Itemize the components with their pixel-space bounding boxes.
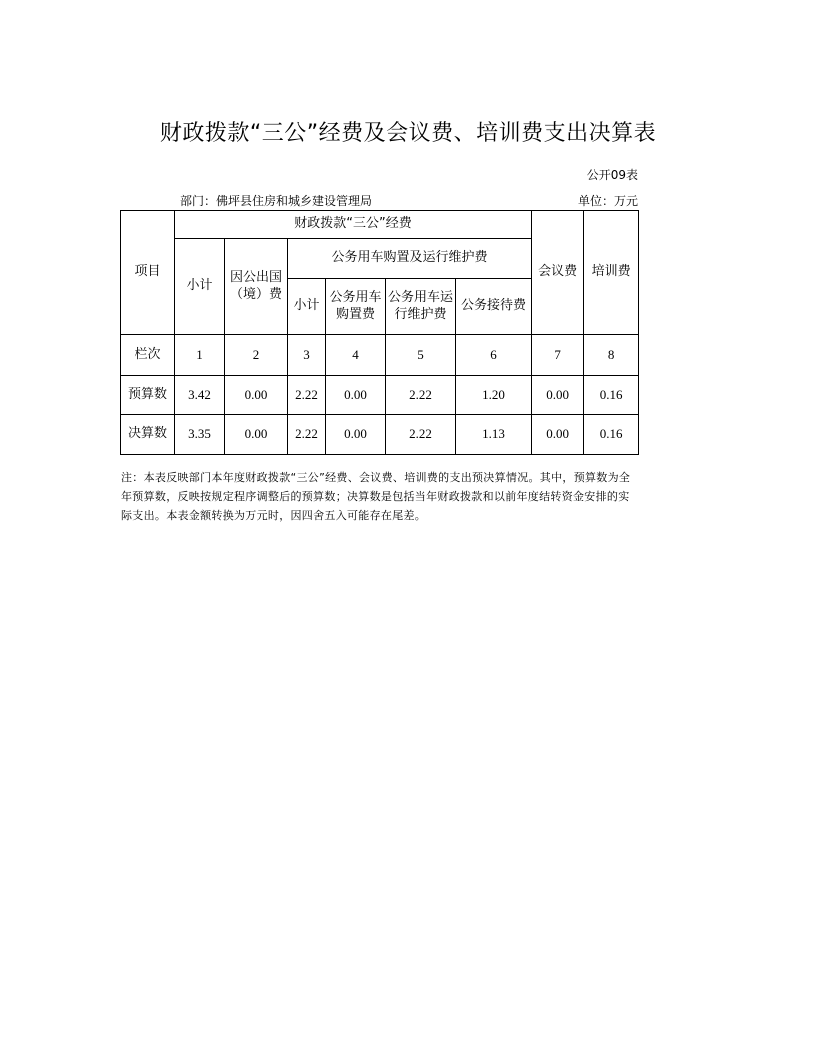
actual-cell: 2.22 bbox=[386, 415, 456, 455]
col-index-cell: 4 bbox=[326, 335, 386, 376]
header-item: 项目 bbox=[121, 211, 175, 335]
actual-cell: 0.00 bbox=[326, 415, 386, 455]
budget-cell: 0.00 bbox=[225, 376, 288, 415]
actual-cell: 0.00 bbox=[532, 415, 584, 455]
expenditure-table bbox=[120, 210, 639, 455]
col-index-cell: 7 bbox=[532, 335, 584, 376]
actual-cell: 0.16 bbox=[584, 415, 639, 455]
unit-label: 单位：万元 bbox=[577, 194, 638, 208]
footnote: 注：本表反映部门本年度财政拨款“三公”经费、会议费、培训费的支出预决算情况。其中，预算数为全年预算数，反映按规定程序调整后的预算数；决算数是包括当年财政拨款和以前年度结转资金安排的实际支出。本表金额转换为万元时，因四舍五入可能存在尾差。 bbox=[121, 471, 631, 522]
budget-cell: 3.42 bbox=[175, 376, 225, 415]
header-abroad: 因公出国（境）费 bbox=[225, 239, 288, 335]
header-meeting: 会议费 bbox=[532, 211, 584, 335]
budget-cell: 1.20 bbox=[456, 376, 532, 415]
header-vehicle-group: 公务用车购置及运行维护费 bbox=[288, 239, 532, 279]
col-index-cell: 8 bbox=[584, 335, 639, 376]
table-row bbox=[121, 376, 639, 415]
header-subtotal: 小计 bbox=[175, 239, 225, 335]
form-code: 公开09表 bbox=[586, 168, 638, 182]
actual-cell: 0.00 bbox=[225, 415, 288, 455]
header-three-public: 财政拨款“三公”经费 bbox=[175, 211, 532, 239]
budget-cell: 2.22 bbox=[386, 376, 456, 415]
header-vehicle-operation: 公务用车运行维护费 bbox=[386, 279, 456, 335]
actual-cell: 3.35 bbox=[175, 415, 225, 455]
department-label: 部门：佛坪县住房和城乡建设管理局 bbox=[180, 194, 373, 208]
header-vehicle-purchase: 公务用车购置费 bbox=[326, 279, 386, 335]
header-vehicle-subtotal: 小计 bbox=[288, 279, 326, 335]
col-index-cell: 3 bbox=[288, 335, 326, 376]
col-index-cell: 2 bbox=[225, 335, 288, 376]
budget-cell: 0.16 bbox=[584, 376, 639, 415]
row-label-index: 栏次 bbox=[121, 335, 175, 376]
col-index-cell: 1 bbox=[175, 335, 225, 376]
header-reception: 公务接待费 bbox=[456, 279, 532, 335]
header-training: 培训费 bbox=[584, 211, 639, 335]
col-index-cell: 6 bbox=[456, 335, 532, 376]
budget-cell: 0.00 bbox=[532, 376, 584, 415]
budget-cell: 2.22 bbox=[288, 376, 326, 415]
actual-cell: 2.22 bbox=[288, 415, 326, 455]
table-row bbox=[121, 415, 639, 455]
budget-cell: 0.00 bbox=[326, 376, 386, 415]
col-index-cell: 5 bbox=[386, 335, 456, 376]
page-title: 财政拨款“三公”经费及会议费、培训费支出决算表 bbox=[159, 121, 657, 146]
row-label-budget: 预算数 bbox=[121, 376, 175, 415]
row-label-actual: 决算数 bbox=[121, 415, 175, 455]
actual-cell: 1.13 bbox=[456, 415, 532, 455]
